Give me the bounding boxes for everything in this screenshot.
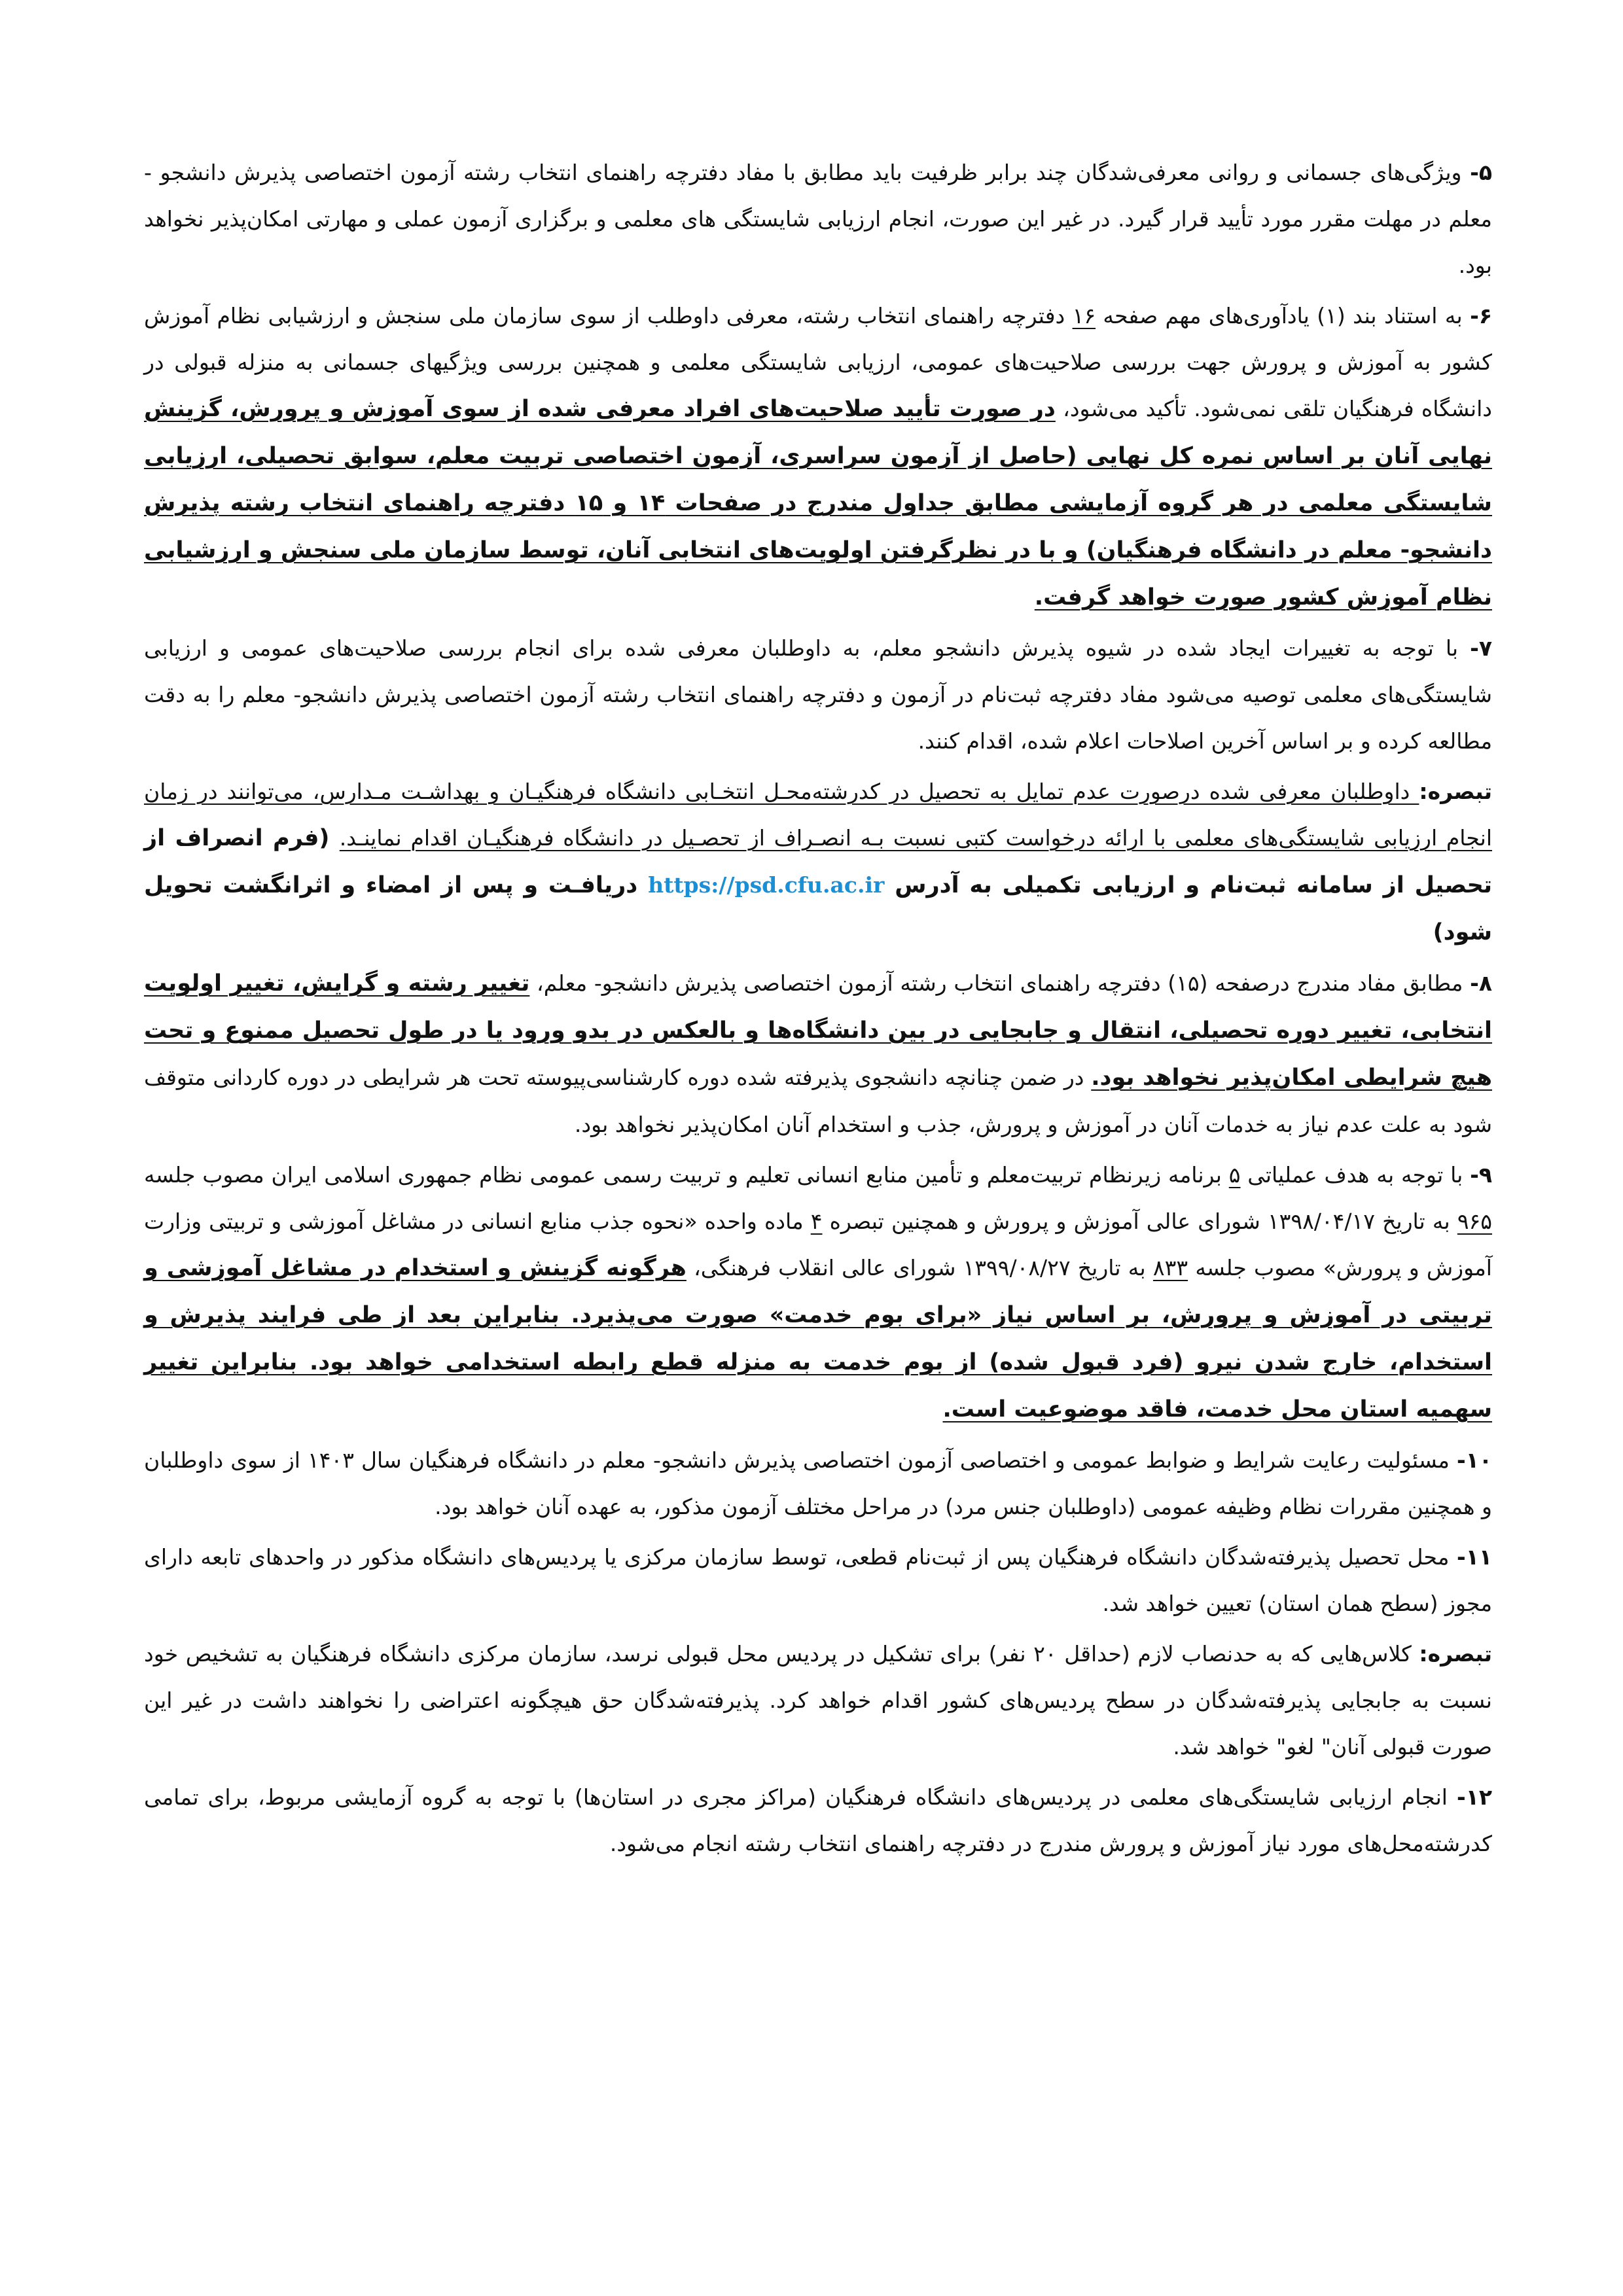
note-1: [144, 768, 1492, 956]
item-12: [144, 1774, 1492, 1867]
item-number: ۱۲-: [1457, 1784, 1492, 1810]
emphasized-text: تغییر رشته و گرایش، تغییر اولویت انتخابی، تغییر دوره تحصیلی، انتقال و جابجایی در بین دانشگاه‌ها و بالعکس در بدو ورود یا در طول تحصیل ممنوع و تحت هیچ شرایطی امکان‌پذیر نخواهد بود.: [144, 970, 1492, 1091]
item-text: با توجه به هدف عملیاتی: [1240, 1162, 1471, 1188]
item-text: انجام ارزیابی شایستگی‌های معلمی در پردیس‌های دانشگاه فرهنگیان (مراکز مجری در استان‌ها) با توجه به گروه آزمایشی مربوط، برای تمامی کدرشته‌محل‌های مورد نیاز آموزش و پرورش مندرج در دفترچه راهنمای انتخاب رشته انجام می‌شود.: [144, 1784, 1492, 1856]
note-label: تبصره:: [1419, 779, 1492, 804]
emphasized-text: هرگونه گزینش و استخدام در مشاغل آموزشی و تربیتی در آموزش و پرورش، بر اساس نیاز «برای بوم خدمت» صورت می‌پذیرد. بنابراین بعد از طی فرایند پذیرش و استخدام، خارج شدن نیرو (فرد قبول شده) از بوم خدمت به منزله قطع رابطه استخدامی خواهد بود. بنابراین تغییر سهمیه استان محل خدمت، فاقد موضوعیت است.: [144, 1255, 1492, 1422]
item-text: به تاریخ ۱۳۹۹/۰۸/۲۷ شورای عالی انقلاب فرهنگی،: [686, 1255, 1153, 1280]
session-number: ۹۶۵: [1457, 1209, 1492, 1234]
goal-number: ۵: [1228, 1162, 1241, 1188]
item-text: با توجه به تغییرات ایجاد شده در شیوه پذیرش دانشجو معلم، به داوطلبان معرفی شده برای انجام بررسی صلاحیت‌های عمومی و ارزیابی شایستگی‌های معلمی توصیه می‌شود مفاد دفترچه ثبت‌نام در آزمون و دفترچه راهنمای انتخاب رشته آزمون اختصاصی پذیرش دانشجو- معلم را به دقت مطالعه کرده و بر اساس آخرین اصلاحات اعلام شده، اقدام کنند.: [144, 635, 1492, 754]
item-8: [144, 960, 1492, 1148]
emphasized-text: دریافـت و پس از امضاء و اثرانگشت تحویل شود): [144, 872, 1492, 945]
item-5: [144, 149, 1492, 289]
note-number: ۴: [810, 1209, 823, 1234]
item-text: در ضمن چنانچه دانشجوی پذیرفته شده دوره کارشناسی‌پیوسته تحت هر شرایطی در دوره کاردانی متوقف شود به علت عدم نیاز به خدمات آنان در آموزش و پرورش، جذب و استخدام آنان امکان‌پذیر نخواهد بود.: [144, 1065, 1492, 1137]
item-text: محل تحصیل پذیرفته‌شدگان دانشگاه فرهنگیان پس از ثبت‌نام قطعی، توسط سازمان مرکزی یا پردیس‌های دانشگاه مذکور در واحدهای تابعه دارای مجوز (سطح همان استان) تعیین خواهد شد.: [144, 1544, 1492, 1616]
website-link[interactable]: https://psd.cfu.ac.ir: [648, 872, 885, 898]
item-number: ۷-: [1470, 635, 1492, 661]
item-text: مطابق مفاد مندرج درصفحه (۱۵) دفترچه راهنمای انتخاب رشته آزمون اختصاصی پذیرش دانشجو- معلم،: [529, 970, 1471, 996]
item-text: دفترچه راهنمای انتخاب رشته، معرفی داوطلب از سوی سازمان ملی سنجش و ارزشیابی نظام آموزش کشور به آموزش و پرورش جهت بررسی صلاحیت‌های عمومی، ارزیابی شایستگی معلمی و همچنین بررسی ویژگیهای جسمانی به منزله قبولی در دانشگاه فرهنگیان تلقی نمی‌شود. تأکید می‌شود،: [144, 303, 1492, 421]
note-label: تبصره:: [1419, 1641, 1492, 1667]
item-number: ۸-: [1470, 970, 1492, 996]
note-2: [144, 1631, 1492, 1770]
item-text: ویژگی‌های جسمانی و روانی معرفی‌شدگان چند برابر ظرفیت باید مطابق با مفاد دفترچه راهنمای انتخاب رشته آزمون اختصاصی پذیرش دانشجو - معلم در مهلت مقرر مورد تأیید قرار گیرد. در غیر این صورت، انجام ارزیابی شایستگی های معلمی و برگزاری آزمون عملی و مهارتی امکان‌پذیر نخواهد بود.: [144, 160, 1492, 278]
note-text: داوطلبان معرفی شده درصورت عدم تمایل به تحصیل در کدرشته‌محـل انتخـابی دانشگاه فرهنگیـان و بهداشـت مـدارس، می‌توانند در زمان انجام ارزیابی شایستگی‌های معلمی با ارائه درخواست کتبی نسبت بـه انصـراف از تحصـیل در دانشگاه فرهنگیـان اقدام نماینـد.: [144, 779, 1492, 851]
item-6: [144, 292, 1492, 621]
item-9: [144, 1152, 1492, 1433]
item-number: ۱۱-: [1457, 1544, 1492, 1570]
item-text: به تاریخ ۱۳۹۸/۰۴/۱۷ شورای عالی آموزش و پرورش و همچنین تبصره: [822, 1209, 1457, 1234]
item-text: برنامه زیرنظام تربیت‌معلم و تأمین منابع انسانی تعلیم و تربیت رسمی عمومی نظام جمهوری اسلامی ایران مصوب جلسه: [144, 1162, 1229, 1188]
item-number: ۵-: [1470, 160, 1492, 185]
note-text: کلاس‌هایی که به حدنصاب لازم (حداقل ۲۰ نفر) برای تشکیل در پردیس محل قبولی نرسد، سازمان مرکزی دانشگاه فرهنگیان به تشخیص خود نسبت به جابجایی پذیرفته‌شدگان در سطح پردیس‌های کشور اقدام خواهد کرد. پذیرفته‌شدگان حق هیچگونه اعتراضی را نخواهند داشت در غیر این صورت قبولی آنان" لغو" خواهد شد.: [144, 1641, 1492, 1759]
item-7: [144, 625, 1492, 764]
item-10: [144, 1437, 1492, 1530]
item-text: به استناد بند (۱) یادآوری‌های مهم صفحه: [1096, 303, 1471, 328]
page-reference: ۱۶: [1072, 303, 1096, 328]
item-text: مسئولیت رعایت شرایط و ضوابط عمومی و اختصاصی آزمون اختصاصی پذیرش دانشجو- معلم در دانشگاه فرهنگیان سال ۱۴۰۳ از سوی داوطلبان و همچنین مقررات نظام وظیفه عمومی (داوطلبان جنس مرد) در مراحل مختلف آزمون مذکور، به عهده آنان خواهد بود.: [144, 1447, 1492, 1519]
item-number: ۶-: [1470, 303, 1492, 328]
item-text: ماده واحده «نحوه جذب منابع انسانی در مشاغل آموزشی و تربیتی وزارت آموزش و پرورش» مصوب جلسه: [144, 1209, 1492, 1280]
item-11: [144, 1534, 1492, 1627]
item-number: ۱۰-: [1457, 1447, 1492, 1473]
emphasized-text: در صورت تأیید صلاحیت‌های افراد معرفی شده از سوی آموزش و پرورش، گزینش نهایی آنان بر اساس نمره کل نهایی (حاصل از آزمون سراسری، آزمون اختصاصی تربیت معلم، سوابق تحصیلی، ارزیابی شایستگی معلمی در هر گروه آزمایشی مطابق جداول مندرج در صفحات ۱۴ و ۱۵ دفترچه راهنمای انتخاب رشته پذیرش دانشجو- معلم در دانشگاه فرهنگیان) و با در نظرگرفتن اولویت‌های انتخابی آنان، توسط سازمان ملی سنجش و ارزشیابی نظام آموزش کشور صورت خواهد گرفت.: [144, 396, 1492, 610]
emphasized-text: (فرم انصراف از تحصیل از سامانه ثبت‌نام و ارزیابی تکمیلی به آدرس: [144, 825, 1492, 898]
session-number: ۸۳۳: [1152, 1255, 1188, 1280]
item-number: ۹-: [1470, 1162, 1492, 1188]
